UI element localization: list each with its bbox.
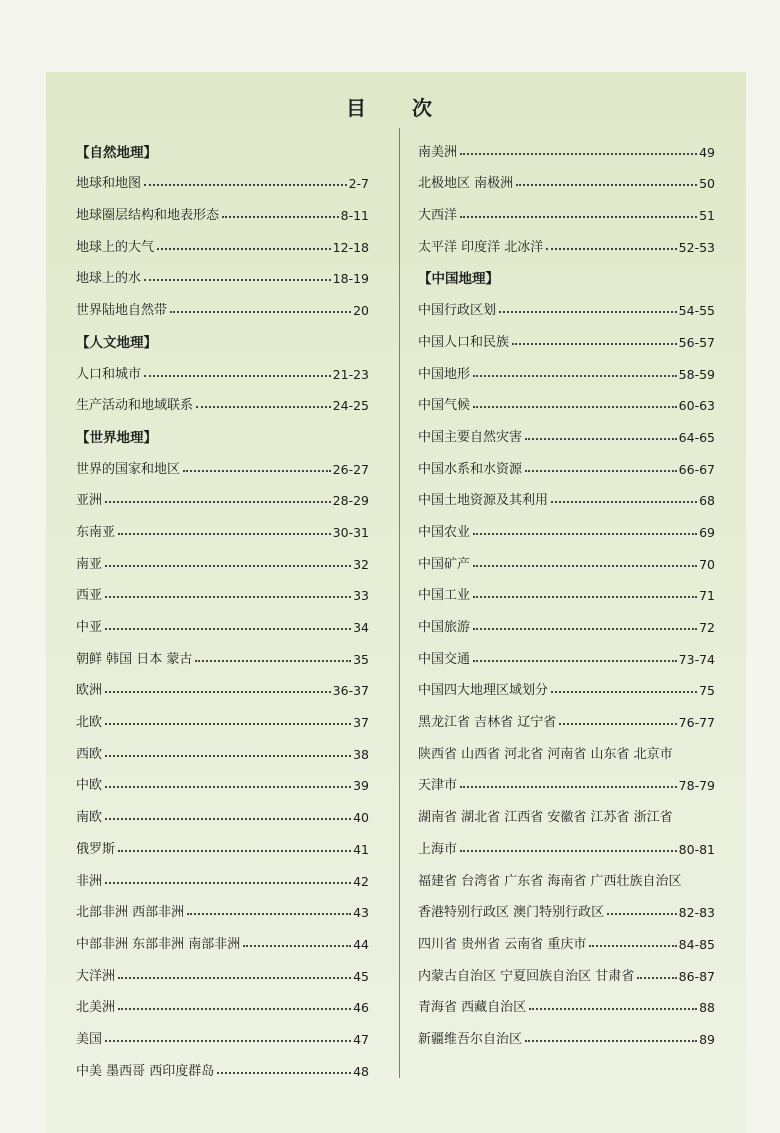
dot-leader: [546, 247, 676, 250]
dot-leader: [105, 500, 331, 503]
entry-title: 中国人口和民族: [418, 334, 510, 350]
page-number: 28-29: [332, 493, 369, 509]
toc-entry[interactable]: [76, 826, 369, 858]
page-number: 42: [353, 873, 369, 889]
dot-leader: [105, 690, 331, 693]
entry-title: 香港特别行政区 澳门特别行政区: [418, 905, 605, 921]
toc-entry[interactable]: [418, 921, 715, 953]
toc-entry[interactable]: [76, 383, 369, 415]
dot-leader: [525, 437, 677, 440]
toc-entry[interactable]: [76, 541, 369, 573]
toc-entry[interactable]: [418, 858, 715, 890]
toc-entry[interactable]: [418, 604, 715, 636]
dot-leader: [473, 532, 697, 535]
section-title: 【自然地理】: [76, 144, 157, 161]
toc-entry[interactable]: [418, 351, 715, 383]
section-title: 【中国地理】: [418, 271, 499, 288]
page-number: 73-74: [678, 651, 715, 667]
title-char-2: 次: [412, 96, 434, 120]
entry-title: 中国四大地理区域划分: [418, 683, 549, 699]
page-number: 39: [353, 778, 369, 794]
entry-title: 中部非洲 东部非洲 南部非洲: [76, 936, 241, 952]
dot-leader: [473, 374, 677, 377]
toc-entry[interactable]: [418, 953, 715, 985]
dot-leader: [118, 1007, 351, 1010]
toc-entry[interactable]: [76, 953, 369, 985]
toc-section-heading: [76, 319, 369, 351]
dot-leader: [525, 469, 677, 472]
toc-entry[interactable]: [76, 636, 369, 668]
entry-title: 中国交通: [418, 651, 471, 667]
page-number: 80-81: [678, 841, 715, 857]
entry-title: 北美洲: [76, 1000, 116, 1016]
page-number: 50: [699, 176, 715, 192]
toc-right-column: [418, 129, 715, 1048]
entry-title: 中亚: [76, 620, 103, 635]
toc-entry[interactable]: [76, 1048, 369, 1080]
toc-entry[interactable]: [76, 1016, 369, 1048]
page-number: 64-65: [678, 429, 715, 445]
page-number: 88: [699, 1000, 715, 1016]
entry-title: 人口和城市: [76, 366, 142, 382]
page-number: 40: [353, 810, 369, 826]
entry-title: 朝鲜 韩国 日本 蒙古: [76, 651, 193, 667]
dot-leader: [187, 912, 351, 915]
dot-leader: [144, 374, 331, 377]
page-number: 84-85: [678, 936, 715, 952]
entry-title: 大洋洲: [76, 968, 116, 984]
page-number: 38: [353, 746, 369, 762]
page-number: 49: [699, 144, 715, 160]
dot-leader: [637, 976, 676, 979]
toc-entry[interactable]: [418, 383, 715, 415]
toc-entry[interactable]: [418, 478, 715, 510]
dot-leader: [105, 627, 351, 630]
entry-title: 非洲: [76, 873, 103, 889]
toc-entry[interactable]: [76, 573, 369, 605]
page-number: 58-59: [678, 366, 715, 382]
entry-title: 俄罗斯: [76, 841, 116, 857]
entry-title: 黑龙江省 吉林省 辽宁省: [418, 715, 557, 731]
page-number: 78-79: [678, 778, 715, 794]
page-number: 30-31: [332, 524, 369, 540]
dot-leader: [105, 564, 351, 567]
page-number: 33: [353, 588, 369, 604]
entry-title: 美国: [76, 1031, 103, 1047]
toc-entry[interactable]: [418, 699, 715, 731]
entry-title: 四川省 贵州省 云南省 重庆市: [418, 936, 587, 952]
toc-entry[interactable]: [76, 763, 369, 795]
page-number: 32: [353, 556, 369, 572]
dot-leader: [607, 912, 677, 915]
entry-title: 生产活动和地域联系: [76, 398, 194, 414]
dot-leader: [559, 722, 676, 725]
entry-title: 中国主要自然灾害: [418, 429, 523, 445]
entry-title: 世界的国家和地区: [76, 461, 181, 477]
dot-leader: [183, 469, 331, 472]
toc-entry[interactable]: [76, 794, 369, 826]
dot-leader: [195, 659, 351, 662]
dot-leader: [473, 595, 697, 598]
dot-leader: [460, 849, 677, 852]
toc-entry[interactable]: [418, 731, 715, 763]
section-title: 【人文地理】: [76, 334, 157, 351]
page-number: 54-55: [678, 303, 715, 319]
dot-leader: [473, 627, 697, 630]
dot-leader: [105, 785, 351, 788]
dot-leader: [144, 278, 331, 281]
section-title: 【世界地理】: [76, 429, 157, 446]
toc-entry[interactable]: [76, 224, 369, 256]
dot-leader: [516, 183, 697, 186]
entry-title: 西亚: [76, 588, 103, 604]
page-number: 47: [353, 1031, 369, 1047]
page-number: 41: [353, 841, 369, 857]
toc-entry[interactable]: [76, 668, 369, 700]
toc-entry[interactable]: [418, 668, 715, 700]
dot-leader: [105, 817, 351, 820]
dot-leader: [243, 944, 351, 947]
page-number: 89: [699, 1031, 715, 1047]
entry-title: 内蒙古自治区 宁夏回族自治区 甘肃省: [418, 968, 635, 984]
page-number: 46: [353, 1000, 369, 1016]
page-number: 69: [699, 524, 715, 540]
dot-leader: [144, 183, 347, 186]
entry-title: 中国矿产: [418, 556, 471, 572]
dot-leader: [473, 564, 697, 567]
dot-leader: [105, 595, 351, 598]
entry-title: 湖南省 湖北省 江西省 安徽省 江苏省 浙江省: [418, 810, 673, 826]
toc-entry[interactable]: [76, 858, 369, 890]
page-number: 45: [353, 968, 369, 984]
dot-leader: [551, 500, 697, 503]
column-divider: [399, 128, 400, 1078]
dot-leader: [157, 247, 331, 250]
page-number: 75: [699, 683, 715, 699]
toc-entry[interactable]: [76, 192, 369, 224]
toc-entry[interactable]: [418, 509, 715, 541]
entry-title: 西欧: [76, 746, 103, 762]
toc-entry[interactable]: [418, 1016, 715, 1048]
page-number: 68: [699, 493, 715, 509]
toc-entry[interactable]: [76, 287, 369, 319]
entry-title: 南欧: [76, 810, 103, 826]
toc-entry[interactable]: [418, 446, 715, 478]
toc-entry[interactable]: [76, 921, 369, 953]
toc-entry[interactable]: [76, 699, 369, 731]
page-number: 82-83: [678, 905, 715, 921]
page-number: 86-87: [678, 968, 715, 984]
page-number: 76-77: [678, 715, 715, 731]
toc-entry[interactable]: [418, 541, 715, 573]
dot-leader: [460, 785, 677, 788]
toc-entry[interactable]: [418, 287, 715, 319]
dot-leader: [460, 215, 697, 218]
entry-title: 中美 墨西哥 西印度群岛: [76, 1063, 215, 1079]
toc-section-heading: [76, 414, 369, 446]
page-number: 21-23: [332, 366, 369, 382]
toc-entry[interactable]: [418, 129, 715, 161]
toc-entry[interactable]: [76, 161, 369, 193]
entry-title: 中国旅游: [418, 620, 471, 635]
toc-entry[interactable]: [76, 985, 369, 1017]
page-number: 43: [353, 905, 369, 921]
toc-entry[interactable]: [76, 256, 369, 288]
dot-leader: [105, 881, 351, 884]
toc-entry[interactable]: [418, 319, 715, 351]
page-number: 48: [353, 1063, 369, 1079]
dot-leader: [196, 405, 331, 408]
page-number: 70: [699, 556, 715, 572]
entry-title: 上海市: [418, 841, 458, 857]
dot-leader: [118, 532, 331, 535]
entry-title: 天津市: [418, 778, 458, 794]
page-number: 34: [353, 620, 369, 635]
title-char-1: 目: [346, 96, 368, 120]
page-number: 37: [353, 715, 369, 731]
dot-leader: [512, 342, 677, 345]
entry-title: 地球和地图: [76, 176, 142, 192]
dot-leader: [105, 1039, 351, 1042]
entry-title: 中国土地资源及其利用: [418, 493, 549, 509]
toc-entry[interactable]: [418, 192, 715, 224]
entry-title: 北部非洲 西部非洲: [76, 905, 185, 921]
toc-section-heading: [76, 129, 369, 161]
toc-entry[interactable]: [418, 794, 715, 826]
dot-leader: [551, 690, 697, 693]
page-number: 20: [353, 303, 369, 319]
page-number: 26-27: [332, 461, 369, 477]
dot-leader: [105, 722, 351, 725]
entry-title: 新疆维吾尔自治区: [418, 1031, 523, 1047]
page-number: 56-57: [678, 334, 715, 350]
page-number: 72: [699, 620, 715, 635]
toc-entry[interactable]: [76, 509, 369, 541]
entry-title: 南亚: [76, 556, 103, 572]
page-number: 36-37: [332, 683, 369, 699]
entry-title: 中国农业: [418, 524, 471, 540]
entry-title: 中欧: [76, 778, 103, 794]
page-number: 24-25: [332, 398, 369, 414]
toc-entry[interactable]: [418, 826, 715, 858]
page-number: 18-19: [332, 271, 369, 287]
toc-entry[interactable]: [76, 478, 369, 510]
page-title: [0, 92, 780, 121]
entry-title: 中国工业: [418, 588, 471, 604]
toc-section-heading: [418, 256, 715, 288]
page-number: 35: [353, 651, 369, 667]
entry-title: 中国气候: [418, 398, 471, 414]
page-number: 51: [699, 208, 715, 224]
toc-entry[interactable]: [418, 636, 715, 668]
page-number: 71: [699, 588, 715, 604]
entry-title: 大西洋: [418, 208, 458, 224]
entry-title: 福建省 台湾省 广东省 海南省 广西壮族自治区: [418, 873, 682, 889]
toc-entry[interactable]: [76, 604, 369, 636]
entry-title: 欧洲: [76, 683, 103, 699]
toc-left-column: [76, 129, 369, 1080]
entry-title: 中国水系和水资源: [418, 461, 523, 477]
toc-entry[interactable]: [76, 446, 369, 478]
page-number: 60-63: [678, 398, 715, 414]
page-number: 44: [353, 936, 369, 952]
page-number: 52-53: [678, 239, 715, 255]
dot-leader: [217, 1071, 351, 1074]
entry-title: 南美洲: [418, 144, 458, 160]
entry-title: 中国地形: [418, 366, 471, 382]
toc-entry[interactable]: [418, 224, 715, 256]
entry-title: 北极地区 南极洲: [418, 176, 514, 192]
toc-entry[interactable]: [418, 763, 715, 795]
toc-entry[interactable]: [76, 890, 369, 922]
entry-title: 东南亚: [76, 524, 116, 540]
dot-leader: [460, 152, 697, 155]
dot-leader: [499, 310, 677, 313]
toc-entry[interactable]: [418, 161, 715, 193]
page-number: 12-18: [332, 239, 369, 255]
toc-entry[interactable]: [418, 414, 715, 446]
entry-title: 世界陆地自然带: [76, 303, 168, 319]
dot-leader: [473, 659, 677, 662]
entry-title: 青海省 西藏自治区: [418, 1000, 527, 1016]
dot-leader: [589, 944, 676, 947]
page-number: 2-7: [348, 176, 369, 192]
entry-title: 地球上的水: [76, 271, 142, 287]
toc-entry[interactable]: [418, 573, 715, 605]
dot-leader: [529, 1007, 697, 1010]
dot-leader: [473, 405, 677, 408]
entry-title: 亚洲: [76, 493, 103, 509]
entry-title: 太平洋 印度洋 北冰洋: [418, 239, 544, 255]
dot-leader: [118, 849, 351, 852]
entry-title: 地球上的大气: [76, 239, 155, 255]
entry-title: 陕西省 山西省 河北省 河南省 山东省 北京市: [418, 746, 673, 762]
page-number: 66-67: [678, 461, 715, 477]
toc-entry[interactable]: [76, 731, 369, 763]
dot-leader: [118, 976, 351, 979]
dot-leader: [170, 310, 351, 313]
entry-title: 地球圈层结构和地表形态: [76, 208, 220, 224]
page-number: 8-11: [340, 208, 369, 224]
toc-entry[interactable]: [76, 351, 369, 383]
dot-leader: [222, 215, 339, 218]
dot-leader: [105, 754, 351, 757]
toc-entry[interactable]: [418, 985, 715, 1017]
toc-entry[interactable]: [418, 890, 715, 922]
dot-leader: [525, 1039, 697, 1042]
entry-title: 中国行政区划: [418, 303, 497, 319]
entry-title: 北欧: [76, 715, 103, 731]
